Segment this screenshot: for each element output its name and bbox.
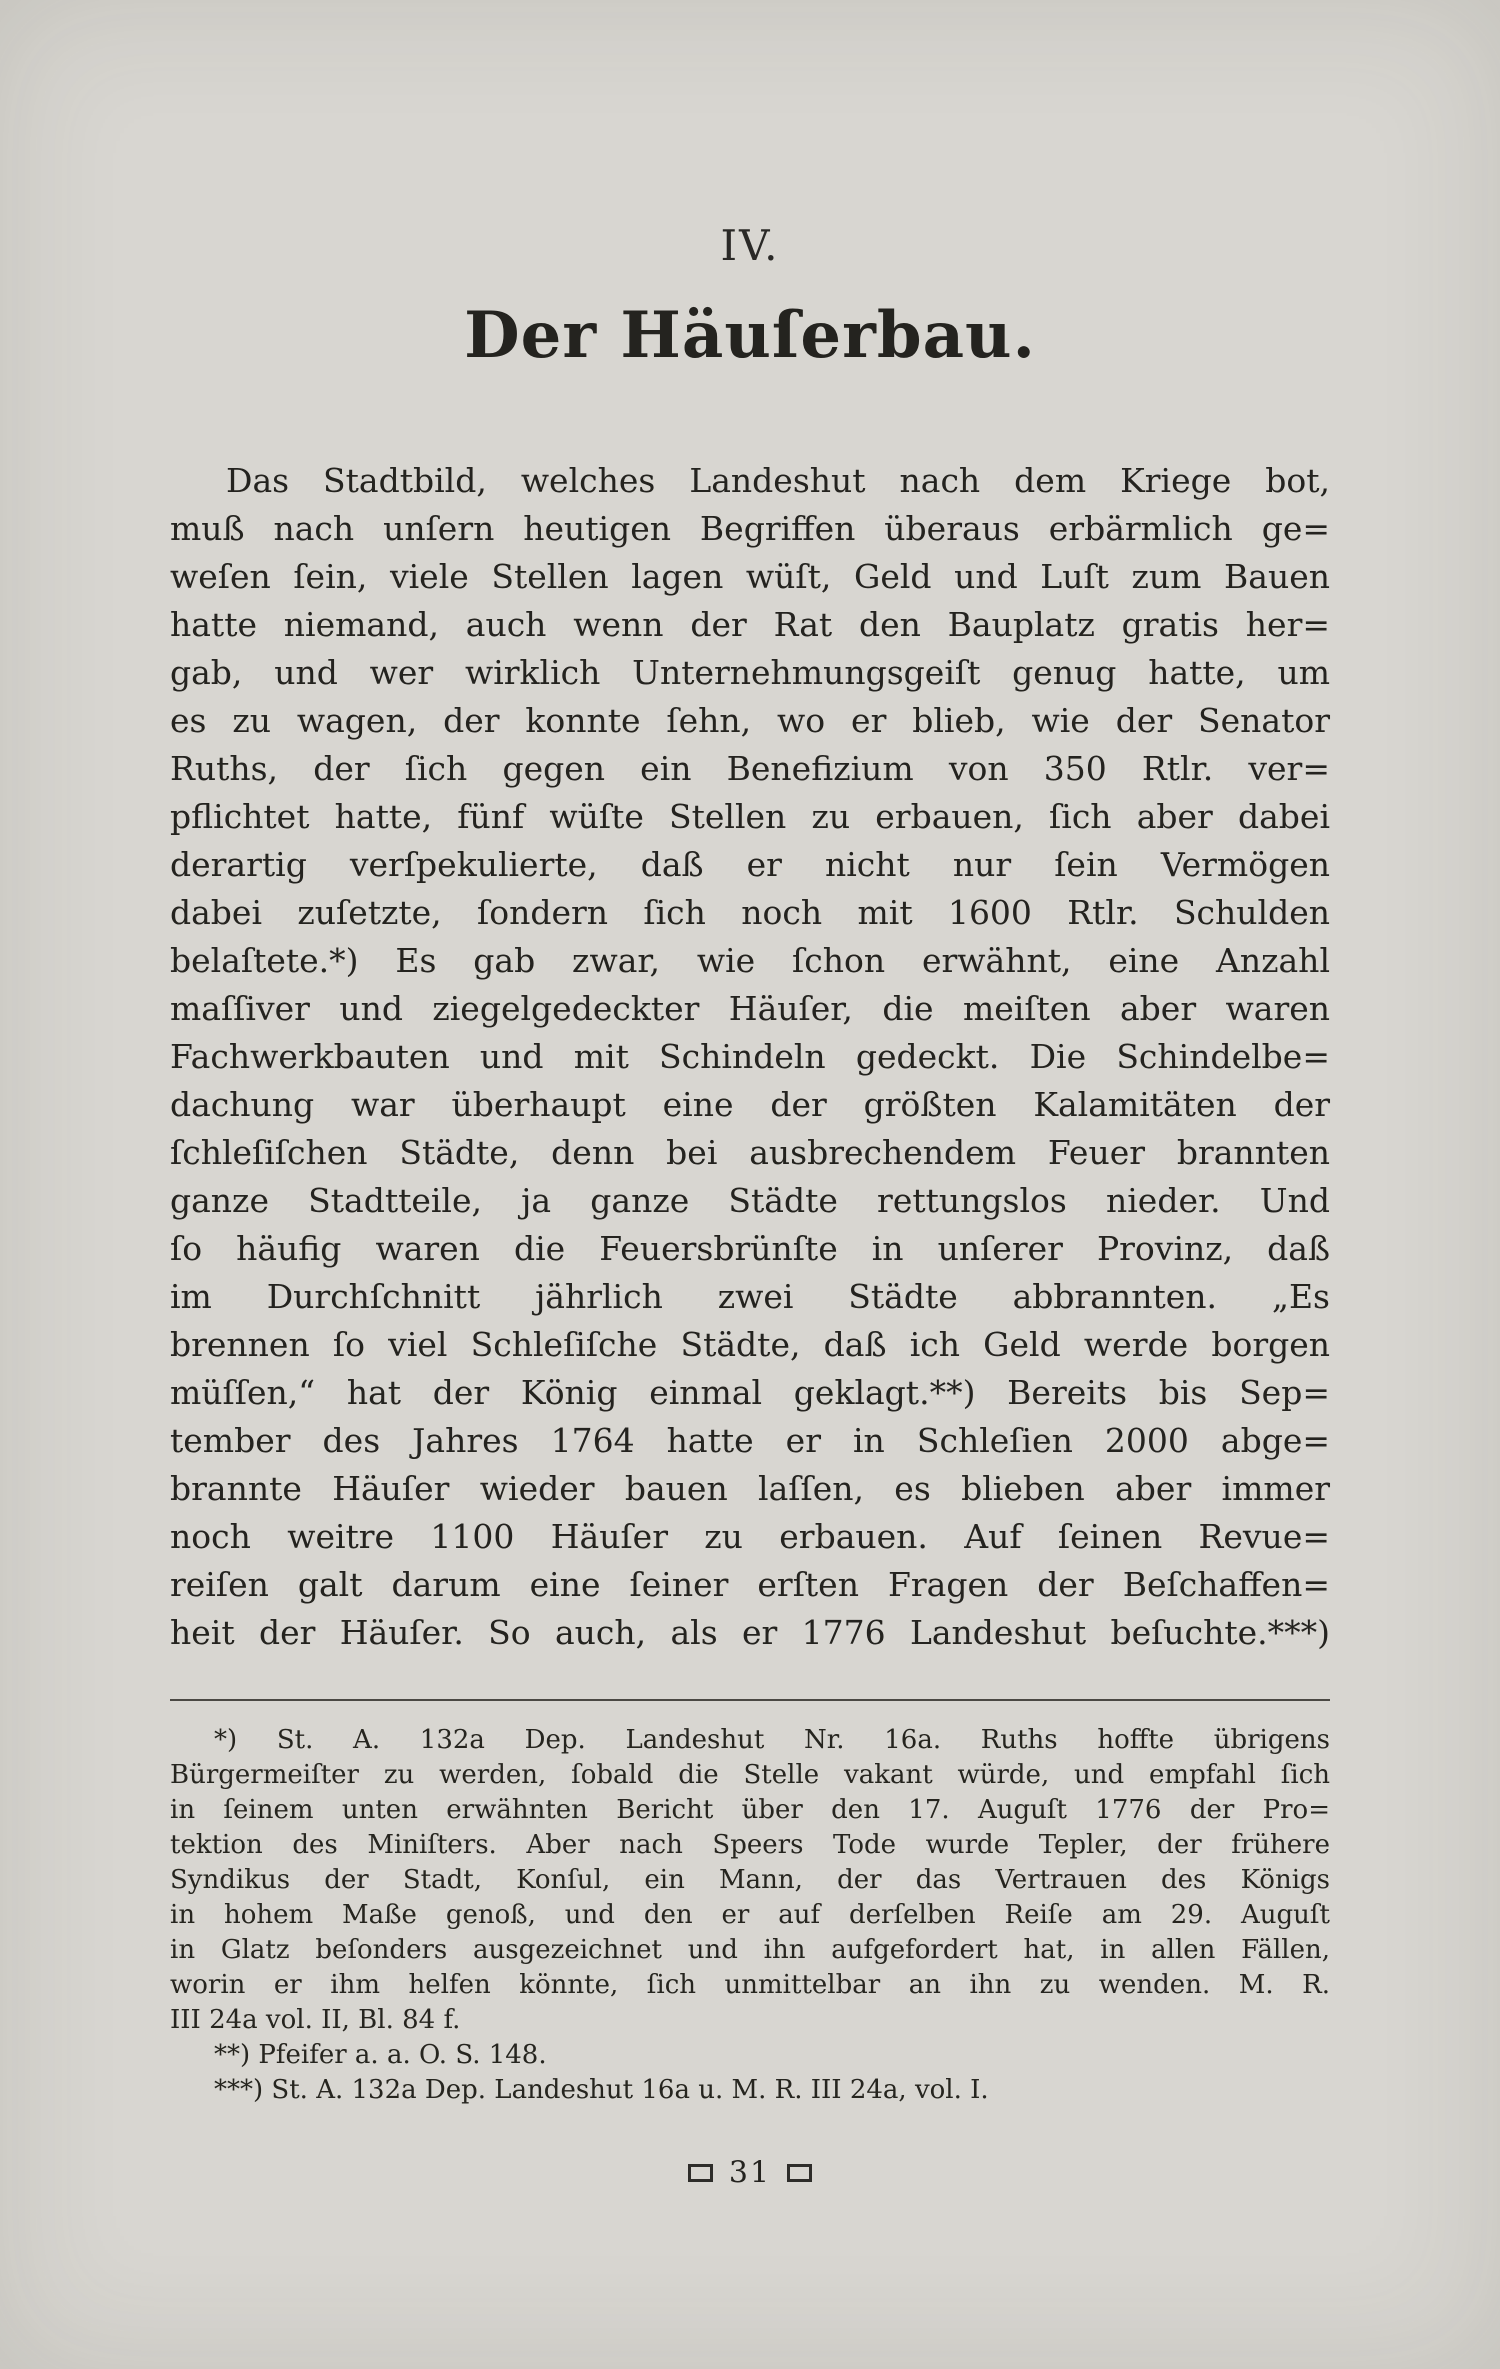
footnote-line: worin er ihm helfen könnte, ſich unmittelbar an ihn zu wenden. M. R. xyxy=(170,1970,1330,2001)
footnote-line: in Glatz beſonders ausgezeichnet und ihn aufgefordert hat, in allen Fällen, xyxy=(170,1935,1330,1966)
text-line: derartig verſpekulierte, daß er nicht nur ſein Vermögen xyxy=(170,845,1330,885)
square-ornament-right xyxy=(787,2164,812,2182)
text-line: maſſiver und ziegelgedeckter Häuſer, die meiſten aber waren xyxy=(170,989,1330,1029)
text-line: brennen ſo viel Schleſiſche Städte, daß ich Geld werde borgen xyxy=(170,1325,1330,1365)
square-ornament-left xyxy=(688,2164,713,2182)
text-line: brannte Häuſer wieder bauen laſſen, es blieben aber immer xyxy=(170,1469,1330,1509)
footnotes-block xyxy=(170,1723,1330,2108)
text-line: müſſen,“ hat der König einmal geklagt.**) Bereits bis Sep= xyxy=(170,1373,1330,1413)
text-line: dachung war überhaupt eine der größten Kalamitäten der xyxy=(170,1085,1330,1125)
text-line: Fachwerkbauten und mit Schindeln gedeckt. Die Schindelbe= xyxy=(170,1037,1330,1077)
text-line: belaſtete.*) Es gab zwar, wie ſchon erwähnt, eine Anzahl xyxy=(170,941,1330,981)
text-line: es zu wagen, der konnte ſehn, wo er blieb, wie der Senator xyxy=(170,701,1330,741)
footnote-separator-rule xyxy=(170,1699,1330,1701)
text-line: noch weitre 1100 Häuſer zu erbauen. Auf ſeinen Revue= xyxy=(170,1517,1330,1557)
page-number: 31 xyxy=(728,2155,772,2191)
text-line: hatte niemand, auch wenn der Rat den Bauplatz gratis her= xyxy=(170,605,1330,645)
text-line: Ruths, der ſich gegen ein Benefizium von 350 Rtlr. ver= xyxy=(170,749,1330,789)
text-line: muß nach unſern heutigen Begriffen überaus erbärmlich ge= xyxy=(170,509,1330,549)
page-title: Der Häuſerbau. xyxy=(464,298,1036,374)
page-number-row xyxy=(170,2154,1330,2191)
footnote-line: in hohem Maße genoß, und den er auf derſelben Reiſe am 29. Auguſt xyxy=(170,1900,1330,1931)
body-paragraph xyxy=(170,457,1330,1657)
footnote-line: Syndikus der Stadt, Konſul, ein Mann, der das Vertrauen des Königs xyxy=(170,1865,1330,1896)
footnote-line: in ſeinem unten erwähnten Bericht über den 17. Auguſt 1776 der Pro= xyxy=(170,1795,1330,1826)
text-line: ſchleſiſchen Städte, denn bei ausbrechendem Feuer brannten xyxy=(170,1133,1330,1173)
text-block xyxy=(170,0,1330,2191)
text-line: reiſen galt darum eine ſeiner erſten Fragen der Beſchaffen= xyxy=(170,1565,1330,1605)
text-line: gab, und wer wirklich Unternehmungsgeiſt genug hatte, um xyxy=(170,653,1330,693)
footnote-line: tektion des Miniſters. Aber nach Speers Tode wurde Tepler, der frühere xyxy=(170,1830,1330,1861)
text-line: ganze Stadtteile, ja ganze Städte rettungslos nieder. Und xyxy=(170,1181,1330,1221)
text-line: im Durchſchnitt jährlich zwei Städte abbrannten. „Es xyxy=(170,1277,1330,1317)
footnote-line: III 24a vol. II, Bl. 84 f. xyxy=(170,2005,461,2036)
text-line: Das Stadtbild, welches Landeshut nach dem Kriege bot, xyxy=(226,461,1330,501)
text-line: heit der Häuſer. So auch, als er 1776 Landeshut beſuchte.***) xyxy=(170,1613,1330,1653)
footnote-line: ***) St. A. 132a Dep. Landeshut 16a u. M. R. III 24a, vol. I. xyxy=(214,2075,989,2106)
chapter-number: IV. xyxy=(720,221,780,270)
footnote-line: **) Pfeifer a. a. O. S. 148. xyxy=(214,2040,547,2071)
text-line: ſo häufig waren die Feuersbrünſte in unſerer Provinz, daß xyxy=(170,1229,1330,1269)
text-line: pflichtet hatte, fünf wüſte Stellen zu erbauen, ſich aber dabei xyxy=(170,797,1330,837)
footnote-line: *) St. A. 132a Dep. Landeshut Nr. 16a. Ruths hoffte übrigens xyxy=(214,1725,1330,1756)
text-line: tember des Jahres 1764 hatte er in Schleſien 2000 abge= xyxy=(170,1421,1330,1461)
text-line: weſen ſein, viele Stellen lagen wüſt, Geld und Luſt zum Bauen xyxy=(170,557,1330,597)
footnote-line: Bürgermeiſter zu werden, ſobald die Stelle vakant würde, und empfahl ſich xyxy=(170,1760,1330,1791)
text-line: dabei zuſetzte, ſondern ſich noch mit 1600 Rtlr. Schulden xyxy=(170,893,1330,933)
